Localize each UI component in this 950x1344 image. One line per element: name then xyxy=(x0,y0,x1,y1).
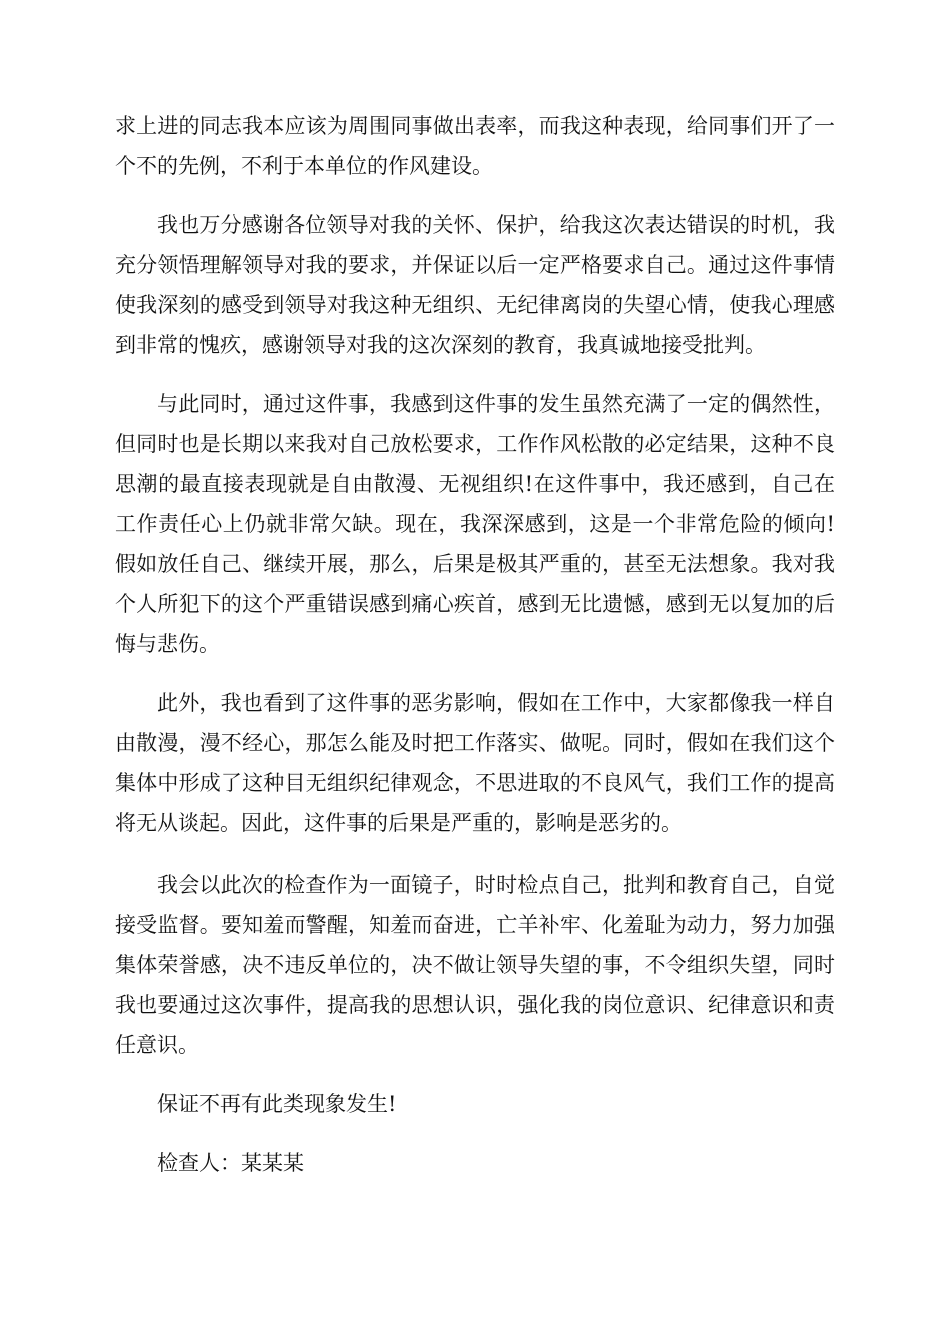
paragraph-reflection: 与此同时，通过这件事，我感到这件事的发生虽然充满了一定的偶然性，但同时也是长期以来我对自己放松要求，工作作风松散的必定结果，这种不良思潮的最直接表现就是自由散漫、无视组织!在这件事中，我还感到，自己在工作责任心上仍就非常欠缺。现在，我深深感到，这是一个非常危险的倾向!假如放任自己、继续开展，那么，后果是极其严重的，甚至无法想象。我对我个人所犯下的这个严重错误感到痛心疾首，感到无比遗憾，感到无以复加的后悔与悲伤。 xyxy=(115,392,835,656)
paragraph-guarantee: 保证不再有此类现象发生! xyxy=(157,1092,397,1116)
paragraph-gap xyxy=(115,186,835,205)
document-page xyxy=(115,106,835,1183)
paragraph-commitment: 我会以此次的检查作为一面镜子，时时检点自己，批判和教育自己，自觉接受监督。要知羞而警醒，知羞而奋进，亡羊补牢、化羞耻为动力，努力加强集体荣誉感，决不违反单位的，决不做让领导失望的事，不令组织失望，同时我也要通过这次事件，提高我的思想认识，强化我的岗位意识、纪律意识和责任意识。 xyxy=(115,873,835,1057)
signature-line: 检查人：某某某 xyxy=(157,1151,304,1175)
paragraph-gratitude: 我也万分感谢各位领导对我的关怀、保护，给我这次表达错误的时机，我充分领悟理解领导对我的要求，并保证以后一定严格要求自己。通过这件事情使我深刻的感受到领导对我这种无组织、无纪律离岗的失望心情，使我心理感到非常的愧疚，感谢领导对我的这次深刻的教育，我真诚地接受批判。 xyxy=(115,213,835,357)
paragraph-gap xyxy=(115,664,835,683)
paragraph-gap xyxy=(115,843,835,865)
paragraph-impact: 此外，我也看到了这件事的恶劣影响，假如在工作中，大家都像我一样自由散漫，漫不经心，那怎么能及时把工作落实、做呢。同时，假如在我们这个集体中形成了这种目无组织纪律观念，不思进取的不良风气，我们工作的提高将无从谈起。因此，这件事的后果是严重的，影响是恶劣的。 xyxy=(115,691,835,835)
paragraph-gap xyxy=(115,1124,835,1143)
paragraph-gap xyxy=(115,365,835,384)
paragraph-gap xyxy=(115,1065,835,1084)
paragraph-continuation: 求上进的同志我本应该为周围同事做出表率，而我这种表现，给同事们开了一个不的先例，不利于本单位的作风建设。 xyxy=(115,114,835,178)
